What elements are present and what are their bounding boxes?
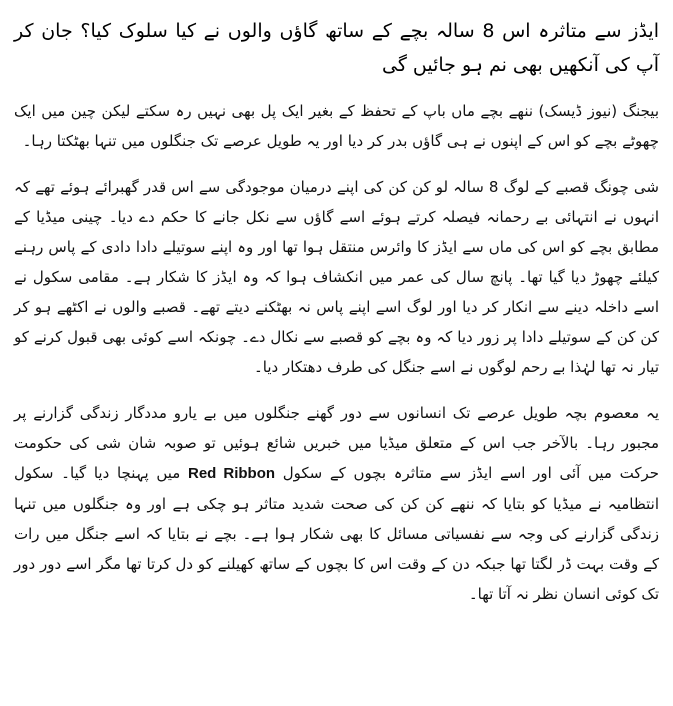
article-paragraph-school [14, 398, 659, 609]
paragraph-text-before-school: یہ معصوم بچہ طویل عرصے تک انسانوں سے دور گھنے جنگلوں میں بے یارو مددگار زندگی گزارنے پر مجبور رہا۔ بالآخر جب اس کے متعلق میڈیا میں خبریں شائع ہوئیں تو صوبہ شان شی کی حکومت حرکت میں آئی اور اسے ایڈز سے متاثرہ بچوں کے سکول [14, 404, 660, 482]
school-name: Red Ribbon [188, 465, 276, 482]
article [14, 14, 659, 625]
article-paragraph-intro: بیجنگ (نیوز ڈیسک) ننھے بچے ماں باپ کے تحفظ کے بغیر ایک پل بھی نہیں رہ سکتے لیکن چین میں ایک چھوٹے بچے کو اس کے اپنوں نے ہی گاؤں بدر کر دیا اور یہ طویل عرصے تک جنگلوں میں تنہا بھٹکتا رہا۔ [14, 102, 659, 150]
article-paragraph-story: شی چونگ قصبے کے لوگ 8 سالہ لو کن کن کی اپنے درمیان موجودگی سے اس قدر گھبرائے ہوئے تھے کہ انہوں نے انتہائی بے رحمانہ فیصلہ کرتے ہوئے اسے گاؤں سے نکل جانے کا حکم دے دیا۔ چینی میڈیا کے مطابق بچے کو اس کی ماں سے ایڈز کا وائرس منتقل ہوا تھا اور وہ اپنے سوتیلے دادا دادی کے پاس رہنے کیلئے چھوڑ دیا گیا تھا۔ پانچ سال کی عمر میں انکشاف ہوا کہ وہ ایڈز کا شکار ہے۔ مقامی سکول نے اسے داخلہ دینے سے انکار کر دیا اور لوگ اسے اپنے پاس نہ بھٹکنے دیتے تھے۔ قصبے والوں نے اکٹھے ہو کر کن کن کے سوتیلے دادا پر زور دیا کہ وہ بچے کو قصبے سے نکال دے۔ چونکہ اسے کوئی بھی قبول کرنے کو تیار نہ تھا لہٰذا بے رحم لوگوں نے اسے جنگل کی طرف دھتکار دیا۔ [14, 178, 659, 376]
paragraph-text-after-school: میں پہنچا دیا گیا۔ سکول انتظامیہ نے میڈیا کو بتایا کہ ننھے کن کن کی صحت شدید متاثر ہو چکی ہے اور وہ جنگلوں میں تنہا زندگی گزارنے کی وجہ سے نفسیاتی مسائل کا بھی شکار ہوا ہے۔ بچے نے بتایا کہ اسے جنگل میں رات کے وقت بہت ڈر لگتا تھا جبکہ دن کے وقت اس کا بچوں کے ساتھ کھیلنے کو دل کرتا تھا مگر اسے دور دور تک کوئی انسان نظر نہ آتا تھا۔ [14, 464, 659, 603]
article-title: ایڈز سے متاثرہ اس 8 سالہ بچے کے ساتھ گاؤں والوں نے کیا سلوک کیا؟ جان کر آپ کی آنکھیں بھی نم ہو جائیں گی [14, 20, 659, 76]
